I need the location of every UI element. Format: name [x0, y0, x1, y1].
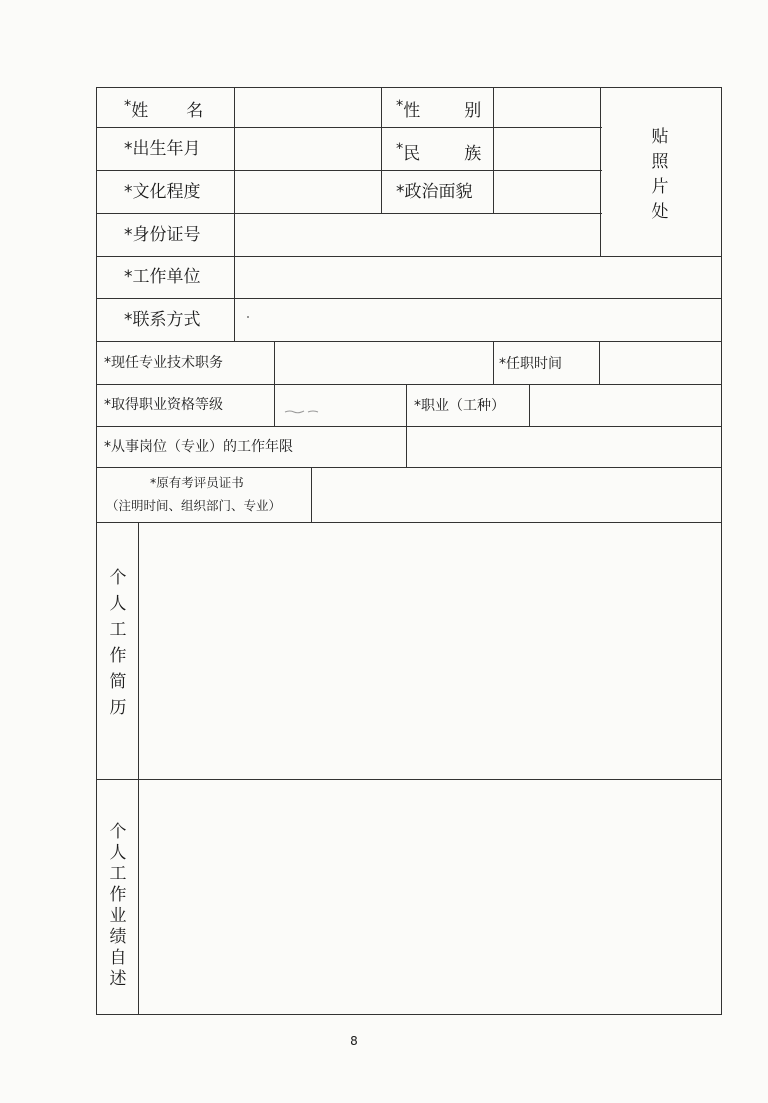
row-divider [96, 298, 722, 299]
column-divider [138, 522, 139, 1015]
label-birth-date: *出生年月 [124, 139, 201, 159]
column-divider [600, 87, 601, 256]
column-divider [311, 467, 312, 522]
row-divider [96, 522, 722, 523]
column-divider [599, 341, 600, 384]
row-divider [96, 467, 722, 468]
label-years-in-post: *从事岗位（专业）的工作年限 [104, 439, 293, 455]
row-divider [96, 384, 722, 385]
column-divider [493, 87, 494, 213]
label-name: *姓 名 [124, 98, 204, 121]
row-divider [96, 170, 602, 171]
column-divider [381, 87, 382, 213]
label-education: *文化程度 [124, 182, 201, 202]
column-divider [234, 87, 235, 341]
label-appointment-time: *任职时间 [499, 356, 562, 372]
pen-mark [284, 408, 320, 414]
label-id-number: *身份证号 [124, 225, 201, 245]
ink-speck [247, 316, 249, 318]
column-divider [274, 341, 275, 426]
row-divider [96, 213, 602, 214]
page-number: 8 [350, 1034, 358, 1048]
column-divider [493, 341, 494, 384]
label-employer: *工作单位 [124, 267, 201, 287]
row-divider [96, 779, 722, 780]
column-divider [406, 384, 407, 467]
label-contact: *联系方式 [124, 310, 201, 330]
label-work-history: 个人工作简历 [109, 568, 127, 718]
label-gender: *性 别 [396, 98, 482, 121]
photo-area-label: 贴照片处 [651, 127, 669, 222]
row-divider [96, 256, 722, 257]
label-qualification-level: *取得职业资格等级 [104, 397, 223, 413]
label-ethnicity: *民 族 [396, 141, 482, 164]
row-divider [96, 127, 602, 128]
label-certificate-note: （注明时间、组织部门、专业） [106, 498, 282, 513]
column-divider [529, 384, 530, 426]
row-divider [96, 426, 722, 427]
label-achievements: 个人工作业绩自述 [109, 822, 127, 989]
label-certificate: *原有考评员证书 [150, 475, 244, 490]
label-current-title: *现任专业技术职务 [104, 355, 223, 371]
label-occupation: *职业（工种） [414, 398, 505, 414]
label-political-status: *政治面貌 [396, 182, 473, 202]
row-divider [96, 341, 722, 342]
